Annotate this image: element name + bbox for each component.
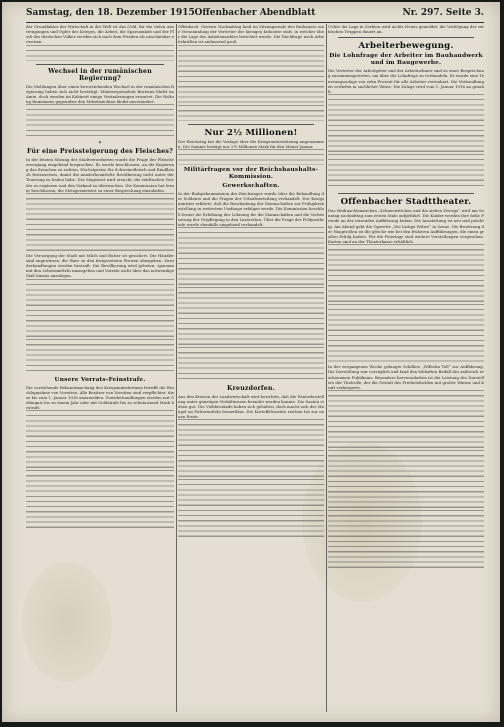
text-lines — [328, 304, 484, 364]
text-lines — [178, 105, 324, 121]
article-text: In der vergangenen Woche gelangte Schillers „Wilhelm Tell“ zur Aufführung. Die Darstellung war vorzüglich und fand den lebhaften Beifall des zahlreich erschienenen Publikums. Besonders hervorzuheben ist die Leistung des Darstellers der Titelrolle, der die Gestalt des Freiheitshelden mit großer Wärme und Kraft verkörperte. — [328, 364, 486, 390]
text-lines — [178, 149, 324, 165]
headline: Wechsel in der rumänischen Regierung? — [48, 67, 152, 83]
divider — [36, 64, 164, 65]
article-text: Aus den Kreisen der Landwirtschaft wird berichtet, daß die Winterbestellung unter günstigen Verhältnissen beendet werden konnte. Die Saaten stehen gut. Die Viehbestände haben sich gehalten, doch macht sich der Mangel an Futtermitteln bemerkbar. Die Kartoffelvorräte reichen bis zur neuen Ernte. — [178, 393, 324, 420]
headline: Militärfragen vor der Reichshaushalts-Kommission. — [183, 166, 319, 180]
column-3 — [328, 24, 484, 714]
text-lines — [178, 419, 324, 479]
text-lines — [178, 347, 324, 383]
text-lines — [328, 94, 484, 154]
text-lines — [26, 104, 174, 140]
column-rule — [176, 24, 177, 712]
article-text: In der Budgetkommission des Reichstages wurde über die Behandlung der Soldaten und die Fragen der Urlaubserteilung verhandelt. Der Kriegsminister erklärte, daß die Beurlaubung der Mannschaften zur Frühjahrsbestellung in weitestem Umfange erfolgen werde. Die Kommission beschloß ferner die Erhöhung der Löhnung für die Mannschaften und die Verbesserung der Verpflegung in den Lazaretten. Über die Frage der Feldpostbriefe wurde ebenfalls eingehend verhandelt. — [178, 190, 324, 227]
divider — [338, 37, 474, 38]
article-text: Ueber die Lage in Serbien wird nichts Neues gemeldet; die Verfolgung der serbischen Truppen dauert an. — [328, 24, 484, 35]
text-lines — [26, 193, 174, 253]
divider — [188, 124, 314, 125]
headline: Unsere Vorrats-Feinstrafe. — [54, 376, 146, 383]
article-text: Das Weihnachtsmärchen „Schneewittchen und die sieben Zwerge“ wird am Sonntag nachmittag zum ersten Male aufgeführt. Die Kinder werden ihre helle Freude an der reizenden Aufführung haben. Die Ausstattung ist neu und prächtig. Am Abend geht die Operette „Die lustige Witwe“ in Szene. Die Besetzung der Hauptrollen ist die gleiche wie bei den früheren Aufführungen, die einen großen Erfolg hatten. Für die Feiertage sind weitere Vorstellungen vorgesehen. Karten sind an der Theaterkasse erhältlich. — [328, 208, 486, 245]
text-lines — [328, 244, 484, 304]
column-2 — [178, 24, 324, 714]
text-lines — [26, 339, 174, 375]
page-masthead — [26, 8, 484, 23]
text-lines — [178, 479, 324, 539]
headline: Für eine Preissteigerung des Fleisches? — [27, 148, 173, 156]
text-lines — [178, 287, 324, 347]
text-lines — [328, 154, 484, 190]
masthead-issue: Nr. 297. Seite 3. — [402, 8, 484, 18]
article-text: Offenbach. Gestern Nachmittag fand im Sitzungssaale des Rathauses eine Versammlung der Vertreter der hiesigen Industrie statt, in welcher über die Lage des Arbeitsmarktes berichtet wurde. Die Nachfrage nach Arbeitskräften ist andauernd groß. — [178, 24, 324, 45]
article-text: Die Vertreter der Arbeitgeber und der Arbeitnehmer sind zu einer Besprechung zusammengetreten, um über die Lohnfrage zu verhandeln. Es wurde eine Teuerungszulage von zehn Prozent für alle Arbeiter vereinbart. Die Verhandlungen verliefen in sachlicher Weise. Die Zulage wird vom 1. Januar 1916 an gezahlt. — [328, 68, 484, 94]
text-lines — [178, 45, 324, 105]
text-lines — [178, 227, 324, 287]
article-text: der Grundfaktor der Wirtschaft in der Welt ist das Geld, für die vielen Anstrengungen und Opfer des Krieges, die Arbeit, die Sparsamkeit und der Fleiß des deutschen Volkes werden sich nach dem Frieden als unschätzbar erweisen. — [26, 24, 174, 45]
article-text: Die Versorgung der Stadt mit Milch und Butter ist gesichert. Die Händler sind angewiesen, die Ware zu den festgesetzten Preisen abzugeben. Zuwiderhandlungen werden bestraft. Die Bevölkerung wird gebeten, sparsam mit den Lebensmitteln umzugehen und Vorräte nicht über das notwendige Maß hinaus anzulegen. — [26, 252, 176, 279]
subheadline: Die Lohnfrage der Arbeiter im Bauhandwerk und im Baugewerbe. — [329, 53, 483, 67]
article-text: Die vorstehende Bekanntmachung des Kriegsministeriums betrifft die Beschlagnahme von Vorräten. Alle Besitzer von Vorräten sind verpflichtet, diese bis zum 1. Januar 1916 anzumelden. Zuwiderhandlungen werden mit Gefängnis bis zu einem Jahr oder mit Geldstrafe bis zu zehntausend Mark bestraft. — [26, 384, 174, 411]
article-text: Die Meldungen über einen bevorstehenden Wechsel in der rumänischen Regierung haben sich nicht bestätigt. Ministerpräsident Bratianu bleibt im Amte, doch werden im Kabinett einige Veränderungen erwartet. Die Haltung Rumäniens gegenüber den Mittelmächten bleibt unverändert. — [26, 83, 176, 105]
headline: Gewerkschaften. — [222, 182, 280, 189]
text-lines — [26, 45, 174, 61]
text-lines — [26, 279, 174, 339]
headline: Arbeiterbewegung. — [358, 41, 454, 52]
text-lines — [328, 450, 484, 510]
text-lines — [26, 410, 174, 470]
article-text: In der letzten Sitzung der Stadtverordneten wurde die Frage der Fleischversorgung eingehend besprochen. Es wurde beschlossen, an die Regierung das Ersuchen zu richten, Höchstpreise für Schweinefleisch und Rindfleisch festzusetzen, damit die minderbemittelte Bevölkerung nicht unter der Teuerung zu leiden habe. Der Magistrat wird ersucht, die städtischen Vorräte zu ergänzen und den Verkauf zu überwachen. Die Kommission hat ferner beschlossen, die Metzgermeister zu einer Besprechung einzuladen. — [26, 156, 176, 193]
text-lines — [328, 510, 484, 570]
column-1 — [26, 24, 174, 714]
text-lines — [328, 390, 484, 450]
masthead-title: Offenbacher Abendblatt — [194, 8, 316, 18]
masthead-date: Samstag, den 18. Dezember 1915 — [26, 8, 195, 18]
article-text: Der Reichstag hat die Vorlage über die Kriegsunterstützung angenommen. Die Summe beträgt nur 2½ Millionen Mark für den Monat Januar. — [178, 138, 324, 149]
headline: Kreuzdorfen. — [227, 385, 275, 393]
headline: Nur 2½ Millionen! — [204, 127, 298, 138]
section-star: ✶ — [97, 140, 103, 147]
headline: Offenbacher Stadttheater. — [340, 197, 472, 208]
newspaper-page — [2, 2, 500, 722]
column-rule — [326, 24, 327, 712]
divider — [338, 193, 474, 194]
text-lines — [26, 470, 174, 530]
